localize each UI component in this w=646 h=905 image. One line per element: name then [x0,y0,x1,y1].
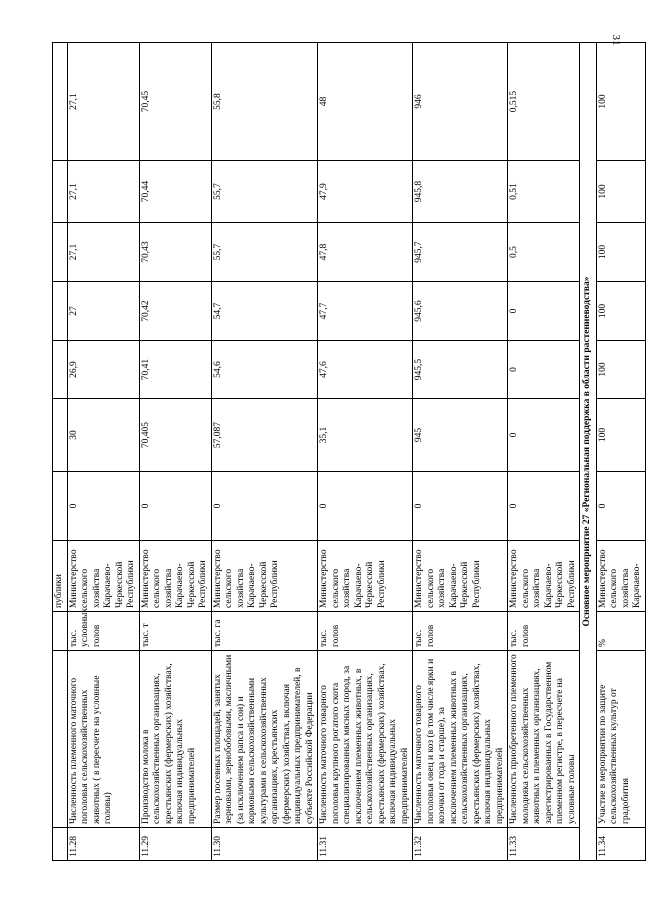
table-row [318,43,413,861]
indicator-name: Участие в мероприятии по защите сельскохозяйственных культур от градобития [596,651,645,828]
indicator-name: Численность маточного товарного поголовья крупного рогатого скота специализированных мясных пород, за исключением племенных животных, в сельскохозяйственных организациях, крестьянских (фермерских) хозяйствах, включая индивидуальных предпринимателей [318,651,413,828]
value-cell: 55,8 [211,43,318,161]
value-cell: 945,6 [413,282,508,341]
value-cell: 48 [318,43,413,161]
value-cell: 945 [413,399,508,472]
value-cell: 946 [413,43,508,161]
value-cell: 0 [413,472,508,541]
value-cell: 100 [596,223,645,282]
unit: тыс. голов [413,612,508,651]
rotated-page [52,43,642,861]
continuation-row [53,43,68,861]
table-row [596,43,645,861]
table-row [508,43,580,861]
value-cell: 0 [508,399,580,472]
value-cell: 945,8 [413,161,508,223]
table-row [67,43,139,861]
indicator-name: Численность маточного товарного поголовья овец и коз (в том числе ярки и козочки от года и старше), за исключением племенных животных в сельскохозяйственных организациях, крестьянских (фермерских) хозяйствах, включая индивидуальных предпринимателей [413,651,508,828]
executor: Министерство сельского хозяйства Карачаево-Черкесской Республики [318,541,413,612]
executor: Министерство сельского хозяйства Карачаево-Черкесской Республики [413,541,508,612]
value-cell: 27,1 [67,161,139,223]
indicator-name: Численность приобретенного племенного молодняка сельскохозяйственных животных в племенных организациях, зарегистрированных в Государственном племенном регистре, в пересчете на условные головы [508,651,580,828]
value-cell: 0 [508,472,580,541]
value-cell: 0 [211,472,318,541]
value-cell: 55,7 [211,161,318,223]
value-cell: 0 [596,472,645,541]
unit: тыс. голов [318,612,413,651]
section-row [580,43,597,861]
indicators-table [52,42,646,861]
unit: % [596,612,645,651]
row-number: 11.30 [211,828,318,861]
row-number: 11.33 [508,828,580,861]
executor: Министерство сельского хозяйства Карачаево-Черкесской Республики [211,541,318,612]
table-row [413,43,508,861]
indicator-name: Численность племенного маточного поголовья сельскохозяйственных животных ( в пересчете на условные головы) [67,651,139,828]
value-cell: 70,45 [139,43,211,161]
value-cell: 47,7 [318,282,413,341]
value-cell: 100 [596,399,645,472]
value-cell: 70,41 [139,341,211,399]
value-cell: 100 [596,161,645,223]
value-cell: 945,7 [413,223,508,282]
unit: тыс. т [139,612,211,651]
value-cell: 54,6 [211,341,318,399]
value-cell: 100 [596,341,645,399]
value-cell: 0 [318,472,413,541]
value-cell: 70,42 [139,282,211,341]
value-cell: 0 [508,282,580,341]
executor: Министерство сельского хозяйства Карачаево-Черкесской Республики [508,541,580,612]
executor-cell-continuation: публики [53,541,68,612]
value-cell: 0 [67,472,139,541]
row-number: 11.28 [67,828,139,861]
unit: тыс. голов [508,612,580,651]
row-number: 11.31 [318,828,413,861]
value-cell: 55,7 [211,223,318,282]
value-cell: 47,8 [318,223,413,282]
row-number: 11.34 [596,828,645,861]
row-number: 11.29 [139,828,211,861]
unit: тыс. условных голов [67,612,139,651]
value-cell: 100 [596,43,645,161]
table-row [211,43,318,861]
table-row [139,43,211,861]
value-cell: 0 [508,341,580,399]
value-cell: 0 [139,472,211,541]
value-cell: 26,9 [67,341,139,399]
value-cell: 100 [596,282,645,341]
page-number: 31 [610,34,622,46]
value-cell: 27,1 [67,223,139,282]
executor: Министерство сельского хозяйства Карачаево-Черкесской Республики [67,541,139,612]
indicator-name: Производство молока в сельскохозяйственных организациях, крестьянских (фермерских) хозяйствах, включая индивидуальных предпринимателей [139,651,211,828]
value-cell: 54,7 [211,282,318,341]
executor: Министерство сельского хозяйства Карачаево- [596,541,645,612]
value-cell: 35,1 [318,399,413,472]
value-cell: 945,5 [413,341,508,399]
value-cell: 0,51 [508,161,580,223]
executor: Министерство сельского хозяйства Карачаево-Черкесской Республики [139,541,211,612]
value-cell: 70,43 [139,223,211,282]
value-cell: 30 [67,399,139,472]
value-cell: 0,515 [508,43,580,161]
value-cell: 0,5 [508,223,580,282]
unit: тыс. га [211,612,318,651]
value-cell: 47,9 [318,161,413,223]
value-cell: 27 [67,282,139,341]
value-cell: 70,44 [139,161,211,223]
section-title: Основное мероприятие 27 «Региональная поддержка в области растениеводства» [580,43,597,861]
indicator-name: Размер посевных площадей, занятых зерновыми, зернобобовыми, масличными (за исключением рапса и сои) и кормовыми сельскохозяйственными культурами в сельскохозяйственных организациях, крестьянских (фермерских) хозяйствах, включая индивидуальных предпринимателей, в субъекте Российской Федерации [211,651,318,828]
value-cell: 27,1 [67,43,139,161]
value-cell: 70,405 [139,399,211,472]
row-number: 11.32 [413,828,508,861]
value-cell: 47,6 [318,341,413,399]
value-cell: 57,087 [211,399,318,472]
